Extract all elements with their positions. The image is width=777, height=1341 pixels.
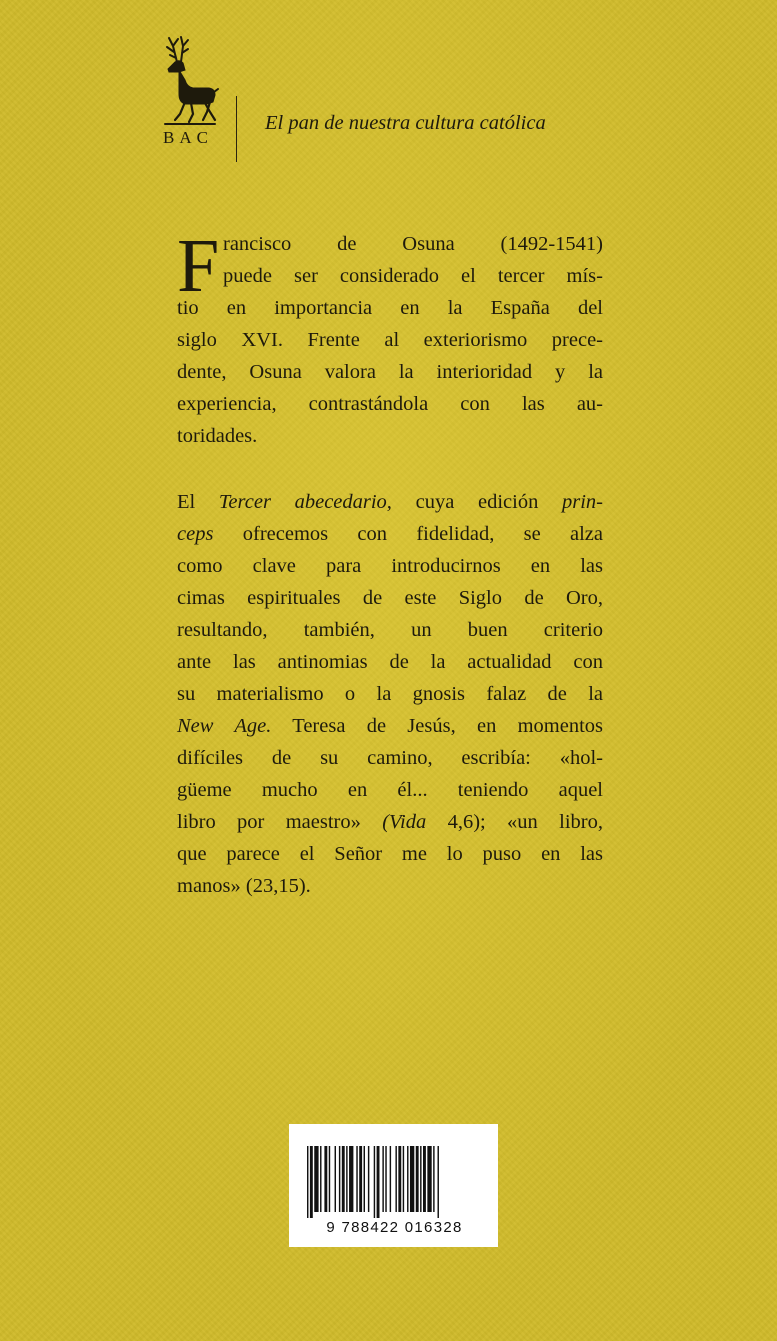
barcode-bar	[339, 1146, 340, 1212]
blurb-line: rancisco de Osuna (1492-1541)	[223, 233, 603, 255]
barcode-bar	[335, 1146, 336, 1212]
blurb-line: resultando, también, un buen criterio	[177, 619, 603, 641]
isbn-barcode	[289, 1124, 498, 1247]
blurb-line: experiencia, contrastándola con las au-	[177, 393, 603, 415]
blurb-line: manos» (23,15).	[177, 875, 311, 897]
blurb-line: ceps ofrecemos con fidelidad, se alza	[177, 523, 603, 545]
publisher-motto: El pan de nuestra cultura católica	[265, 112, 546, 134]
deer-icon	[155, 32, 221, 128]
blurb-line: que parece el Señor me lo puso en las	[177, 843, 603, 865]
blurb-line: toridades.	[177, 425, 258, 447]
barcode-bar	[374, 1146, 375, 1218]
blurb-line: ante las antinomias de la actualidad con	[177, 651, 603, 673]
barcode-bar	[346, 1146, 347, 1212]
blurb-line: güeme mucho en él... teniendo aquel	[177, 779, 603, 801]
barcode-bar	[382, 1146, 383, 1212]
barcode-bar	[359, 1146, 362, 1212]
barcode-bar	[395, 1146, 396, 1212]
barcode-bar	[342, 1146, 345, 1212]
blurb-line: puede ser considerado el tercer mís-	[223, 265, 603, 287]
blurb-line: New Age. Teresa de Jesús, en momentos	[177, 715, 603, 737]
barcode-bar	[427, 1146, 431, 1212]
barcode-bar	[377, 1146, 380, 1218]
barcode-bar	[320, 1146, 321, 1212]
blurb-line: siglo XVI. Frente al exteriorismo prece-	[177, 329, 603, 351]
barcode-bar	[364, 1146, 365, 1212]
barcode-bar	[329, 1146, 330, 1212]
barcode-bar	[403, 1146, 404, 1212]
barcode-bar	[385, 1146, 386, 1212]
blurb-line: dente, Osuna valora la interioridad y la	[177, 361, 603, 383]
header-divider	[236, 96, 237, 162]
barcode-bar	[420, 1146, 421, 1212]
barcode-bar	[310, 1146, 313, 1218]
barcode-bar	[356, 1146, 357, 1212]
barcode-bar	[368, 1146, 369, 1212]
isbn-number: 9 788422 016328	[326, 1219, 463, 1236]
blurb-line: tio en importancia en la España del	[177, 297, 603, 319]
publisher-logo-text: BAC	[163, 128, 213, 147]
barcode-bar	[398, 1146, 401, 1212]
drop-cap: F	[177, 224, 220, 308]
barcode-bar	[416, 1146, 419, 1212]
barcode-bar	[423, 1146, 426, 1212]
barcode-bar	[324, 1146, 327, 1212]
blurb-line: como clave para introducirnos en las	[177, 555, 603, 577]
blurb-line: El Tercer abecedario, cuya edición prin-	[177, 491, 603, 513]
barcode-bar	[410, 1146, 414, 1212]
blurb-line: difíciles de su camino, escribía: «hol-	[177, 747, 603, 769]
barcode-bar	[349, 1146, 353, 1212]
publisher-logo	[155, 32, 221, 150]
blurb-line: su materialismo o la gnosis falaz de la	[177, 683, 603, 705]
barcode-bar	[407, 1146, 408, 1212]
blurb-line: libro por maestro» (Vida 4,6); «un libro,	[177, 811, 603, 833]
barcode-icon	[307, 1146, 480, 1218]
barcode-bar	[314, 1146, 318, 1212]
barcode-bar	[438, 1146, 439, 1218]
barcode-bar	[307, 1146, 308, 1218]
barcode-bar	[390, 1146, 391, 1212]
barcode-bar	[433, 1146, 434, 1212]
blurb-line: cimas espirituales de este Siglo de Oro,	[177, 587, 603, 609]
